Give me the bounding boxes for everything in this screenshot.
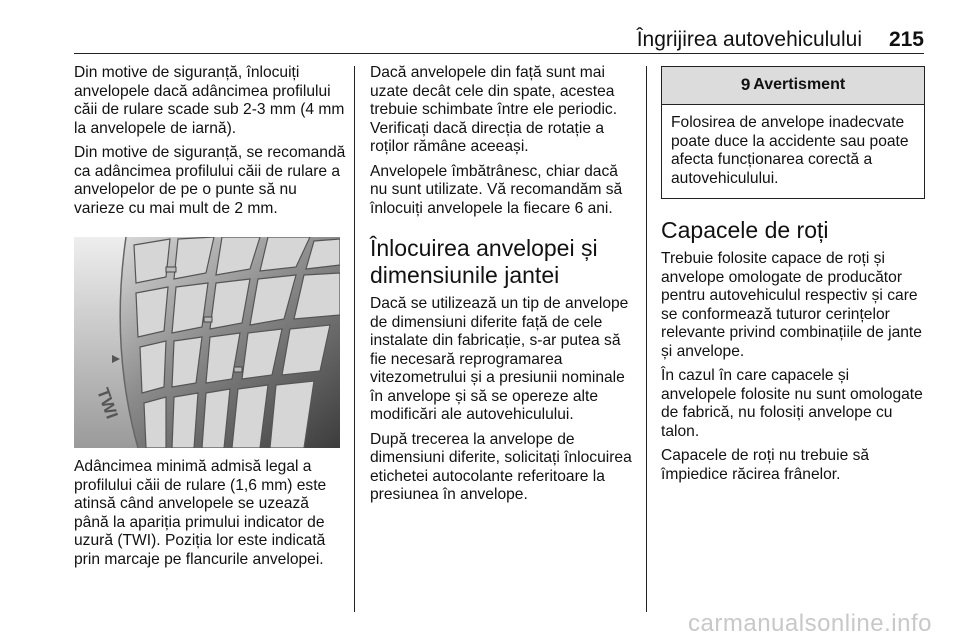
warning-box <box>661 66 925 199</box>
paragraph-front-rear: Dacă anvelopele din față sunt mai uzate decât cele din spate, acestea trebuie schimbate între ele periodic. Verificați dacă direcția de rotație a roților rămâne aceeași. <box>370 64 618 155</box>
page-number: 215 <box>888 28 924 51</box>
watermark: carmanualsonline.info <box>688 610 932 637</box>
heading-tire-replacement: Înlocuirea anvelopei și dimensiunile jantei <box>370 235 598 288</box>
column-1 <box>74 64 346 575</box>
paragraph-no-bead: În cazul în care capacele și anvelopele folosite nu sunt omologate de fabrică, nu folosiți anvelope cu talon. <box>661 367 923 440</box>
section-title: Îngrijirea autovehiculului <box>636 28 862 51</box>
paragraph-tread-difference: Din motive de siguranță, se recomandă ca adâncimea profilului căii de rulare a anvelopelor de pe o punte să nu varieze cu mai mult de 2 mm. <box>74 144 346 217</box>
page-header <box>74 26 924 54</box>
heading-wheel-covers: Capacele de roți <box>661 217 829 243</box>
column-2 <box>370 64 638 511</box>
paragraph-aging: Anvelopele îmbătrânesc, chiar dacă nu sunt utilizate. Vă recomandăm să înlocuiți anvelopele la fiecare 6 ani. <box>370 162 623 217</box>
column-3 <box>661 66 925 490</box>
tire-tread-illustration <box>74 237 340 448</box>
image-caption: Adâncimea minimă admisă legal a profilului căii de rulare (1,6 mm) este atinsă când anvelopele se uzează până la apariția primului indicator de uzură (TWI). Poziția lor este indicată prin marcaje pe flancurile anvelopei. <box>74 458 327 568</box>
twi-label: TWI <box>93 385 122 422</box>
warning-title: Avertisment <box>753 76 846 94</box>
warning-text: Folosirea de anvelope inadecvate poate duce la accidente sau poate afecta funcționarea corectă a autovehiculului. <box>671 114 909 187</box>
paragraph-brake-cooling: Capacele de roți nu trebuie să împiedice răcirea frânelor. <box>661 447 870 483</box>
paragraph-pressure-label: După trecerea la anvelope de dimensiuni diferite, solicitați înlocuirea etichetei autocolante referitoare la presiunea în anvelope. <box>370 430 632 503</box>
paragraph-approved-covers: Trebuie folosite capace de roți și anvelope omologate de producător pentru autovehiculul respectiv și care se conformează tuturor cerințelor relevante privind combinațiile de jante și anvelope. <box>661 250 922 360</box>
paragraph-different-size: Dacă se utilizează un tip de anvelope de dimensiuni diferite față de cele instalate din fabricație, s-ar putea să fie necesară reprogramarea vitezometrului și a presiunii nominale în anvelope și să se opereze alte modificări ale autovehiculului. <box>370 295 629 423</box>
paragraph-tread-depth: Din motive de siguranță, înlocuiți anvelopele dacă adâncimea profilului căii de rulare scade sub 2-3 mm (4 mm la anvelopele de iarnă). <box>74 64 345 137</box>
warning-header <box>662 67 924 105</box>
warning-icon: 9 <box>740 75 751 95</box>
column-divider-1 <box>354 66 355 612</box>
column-divider-2 <box>646 66 647 612</box>
